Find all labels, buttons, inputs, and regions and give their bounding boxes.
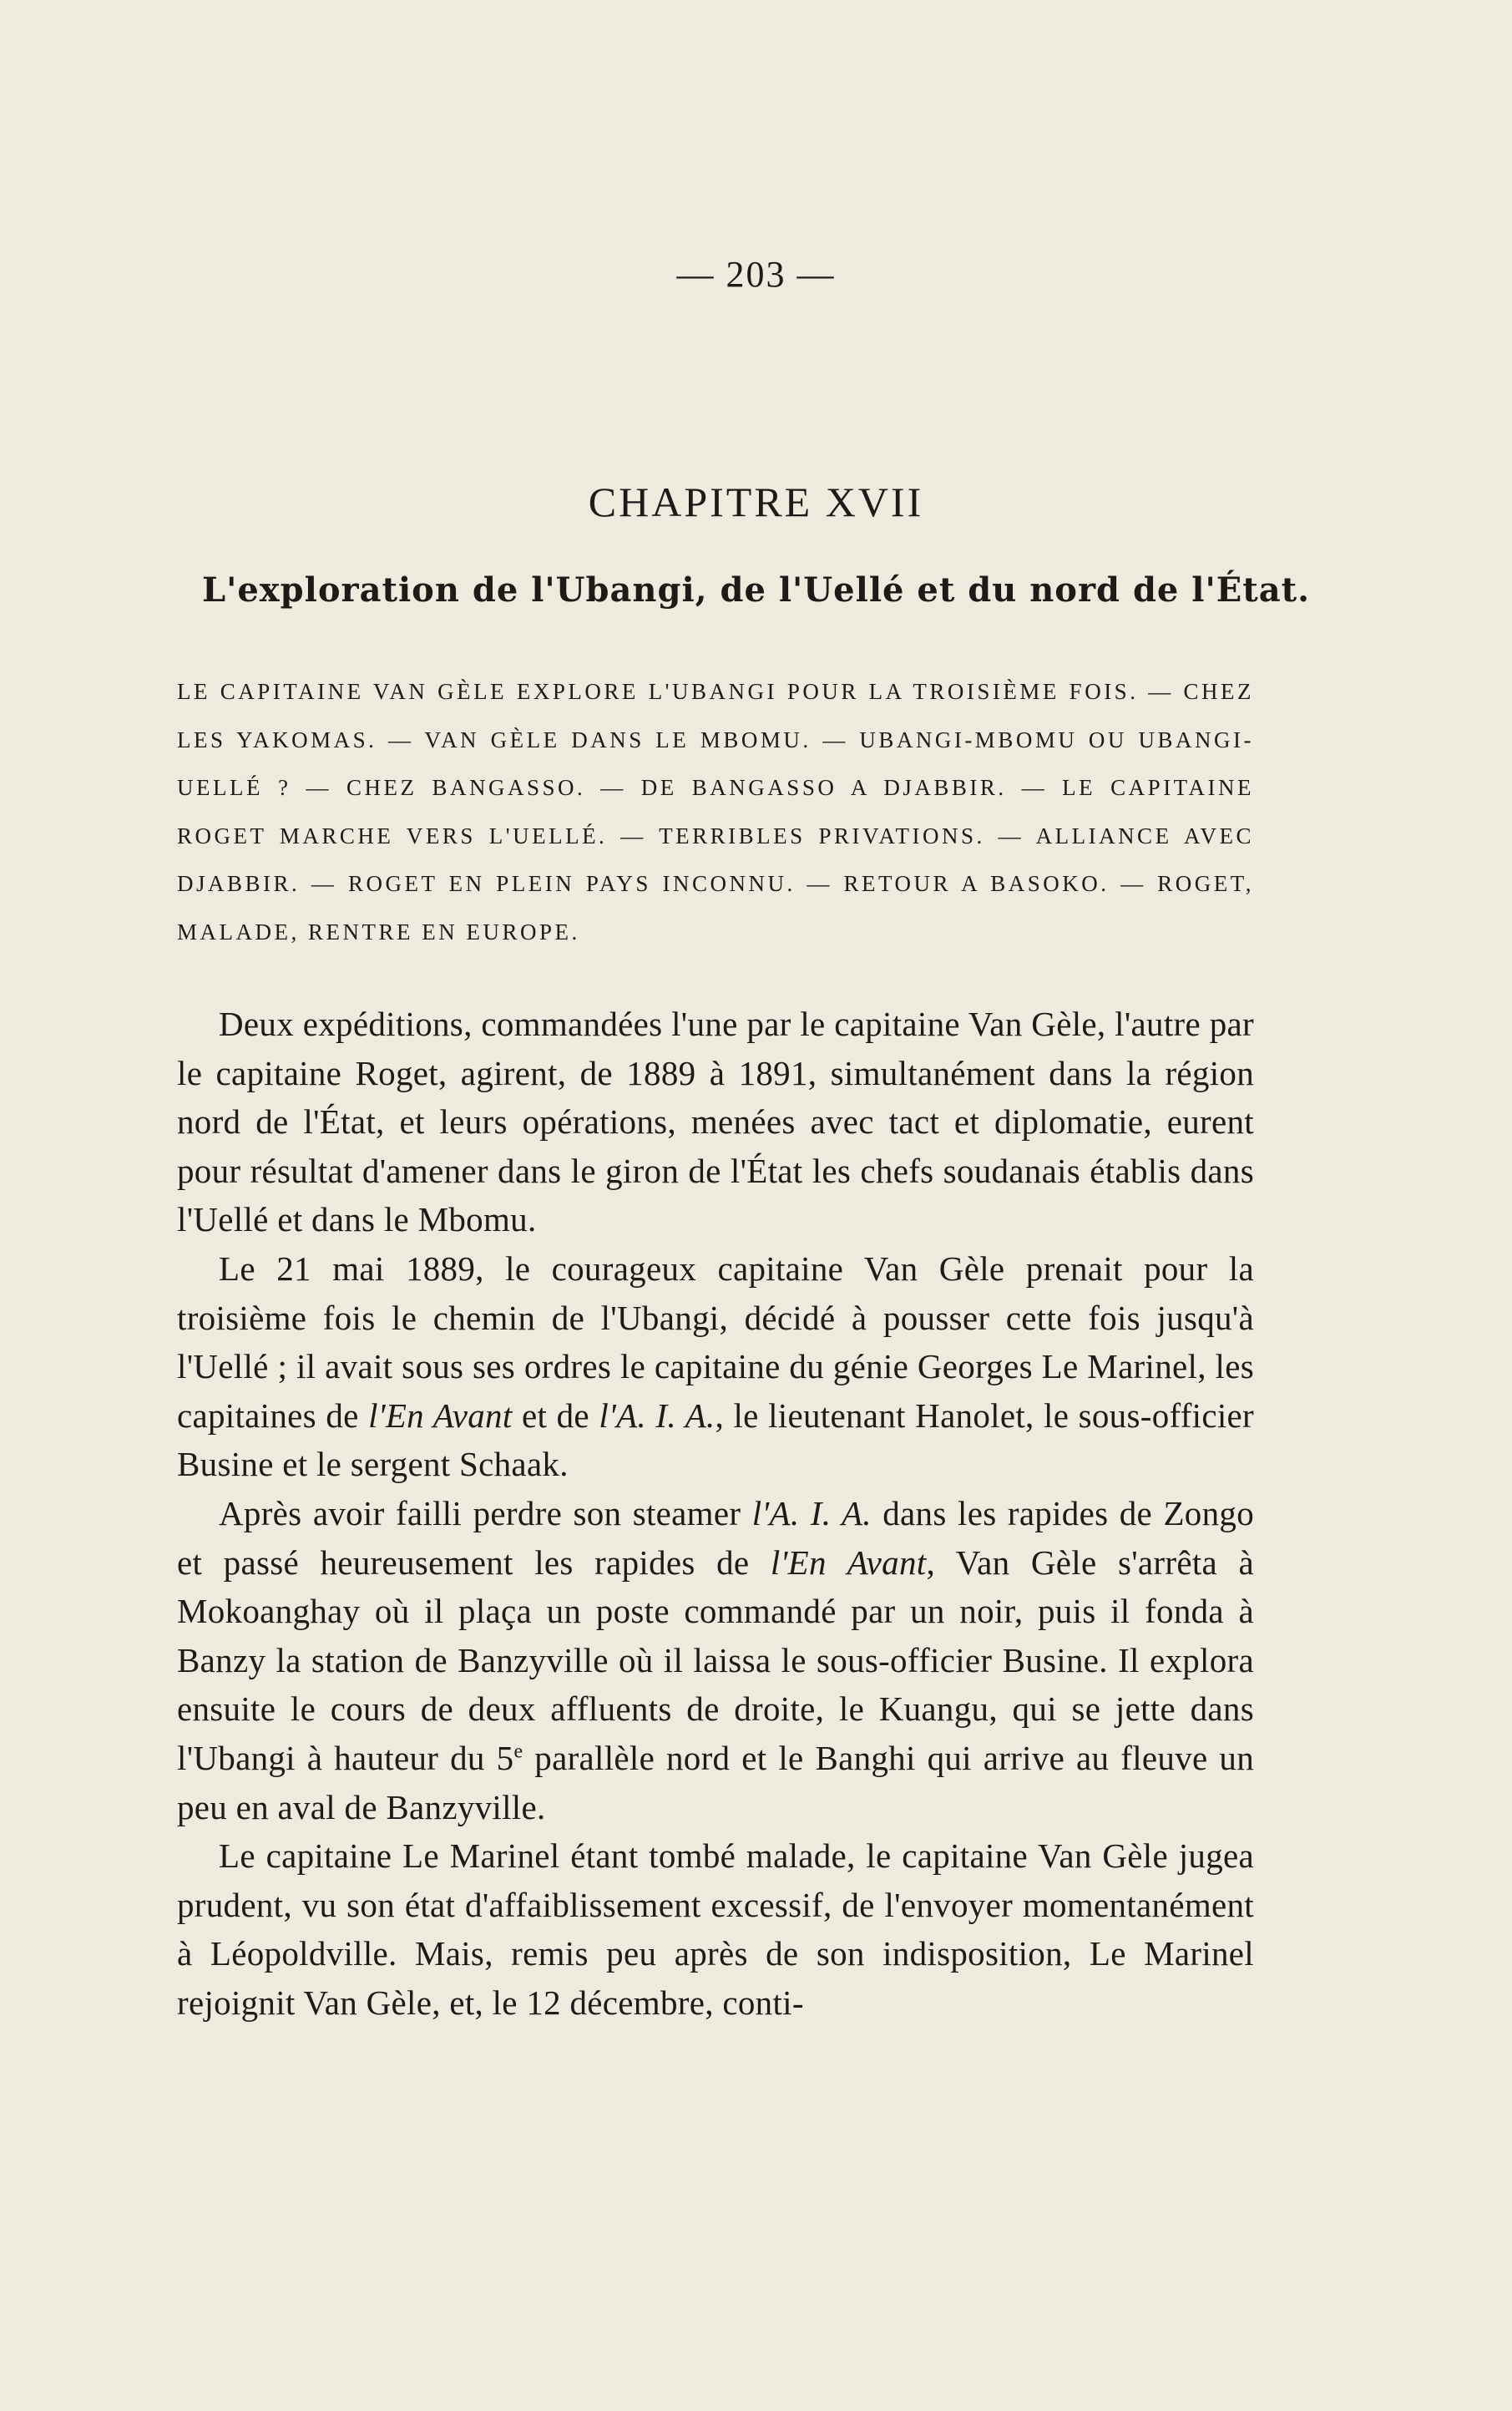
body-text <box>177 1000 1254 2027</box>
parallel-number: 5 <box>496 1738 514 1777</box>
paragraph-3-text-c: , Van Gèle s'arrêta à Mokoanghay où il plaça un poste commandé par un noir, puis il fonda à Banzy la station de Banzyville où il laissa le sous-officier Busine. Il explora ensuite le cours de deux affluents de droite, le Kuangu, qui se jette dans l'Ubangi à hauteur du <box>177 1542 1254 1777</box>
paragraph-3-text-d: parallèle nord et le Banghi qui arrive au fleuve un peu en aval de Banzyville. <box>177 1738 1255 1826</box>
ship-name-en-avant: l'En Avant <box>368 1395 513 1435</box>
paragraph-3 <box>177 1489 1254 1831</box>
paragraph-2 <box>177 1244 1254 1489</box>
paragraph-2-text-b: et de <box>512 1395 599 1435</box>
ordinal-superscript: e <box>513 1740 523 1763</box>
paragraph-2-text-a: Le 21 mai 1889, le courageux capitaine Van Gèle prenait pour la troisième fois le chemin de l'Ubangi, décidé à pousser cette fois jusqu'à l'Uellé ; il avait sous ses ordres le capitaine du génie Georges Le Marinel, les capitaines de <box>177 1249 1254 1435</box>
chapter-subtitle: L'exploration de l'Ubangi, de l'Uellé et du nord de l'État. <box>201 570 1311 610</box>
paragraph-4: Le capitaine Le Marinel étant tombé malade, le capitaine Van Gèle jugea prudent, vu son état d'affaiblissement excessif, de l'envoyer momentanément à Léopoldville. Mais, remis peu après de son indisposition, Le Marinel rejoignit Van Gèle, et, le 12 décembre, conti- <box>177 1836 1254 2022</box>
paragraph-3-text-b: dans les rapides de Zongo et passé heureusement les rapides de <box>177 1493 1254 1582</box>
ship-name-en-avant: l'En Avant <box>770 1542 927 1582</box>
paragraph-1: Deux expéditions, commandées l'une par le capitaine Van Gèle, l'autre par le capitaine Roget, agirent, de 1889 à 1891, simultanément dans la région nord de l'État, et leurs opérations, menées avec tact et diplomatie, eurent pour résultat d'amener dans le giron de l'État les chefs soudanais établis dans l'Uellé et dans le Mbomu. <box>177 1005 1254 1239</box>
page-number: — 203 — <box>676 254 836 295</box>
chapter-summary: LE CAPITAINE VAN GÈLE EXPLORE L'UBANGI POUR LA TROISIÈME FOIS. — CHEZ LES YAKOMAS. — VAN GÈLE DANS LE MBOMU. — UBANGI-MBOMU OU UBANGI-UELLÉ ? — CHEZ BANGASSO. — DE BANGASSO A DJABBIR. — LE CAPITAINE ROGET MARCHE VERS L'UELLÉ. — TERRIBLES PRIVATIONS. — ALLIANCE AVEC DJABBIR. — ROGET EN PLEIN PAYS INCONNU. — RETOUR A BASOKO. — ROGET, MALADE, RENTRE EN EUROPE. <box>177 679 1254 945</box>
chapter-title: CHAPITRE XVII <box>588 479 924 525</box>
ship-name-aia: l'A. I. A. <box>599 1395 716 1435</box>
paragraph-2-text-c: , le lieutenant Hanolet, le sous-officier Busine et le sergent Schaak. <box>177 1395 1254 1484</box>
ship-name-aia: l'A. I. A. <box>751 1493 872 1532</box>
paragraph-3-text-a: Après avoir failli perdre son steamer <box>219 1493 752 1532</box>
